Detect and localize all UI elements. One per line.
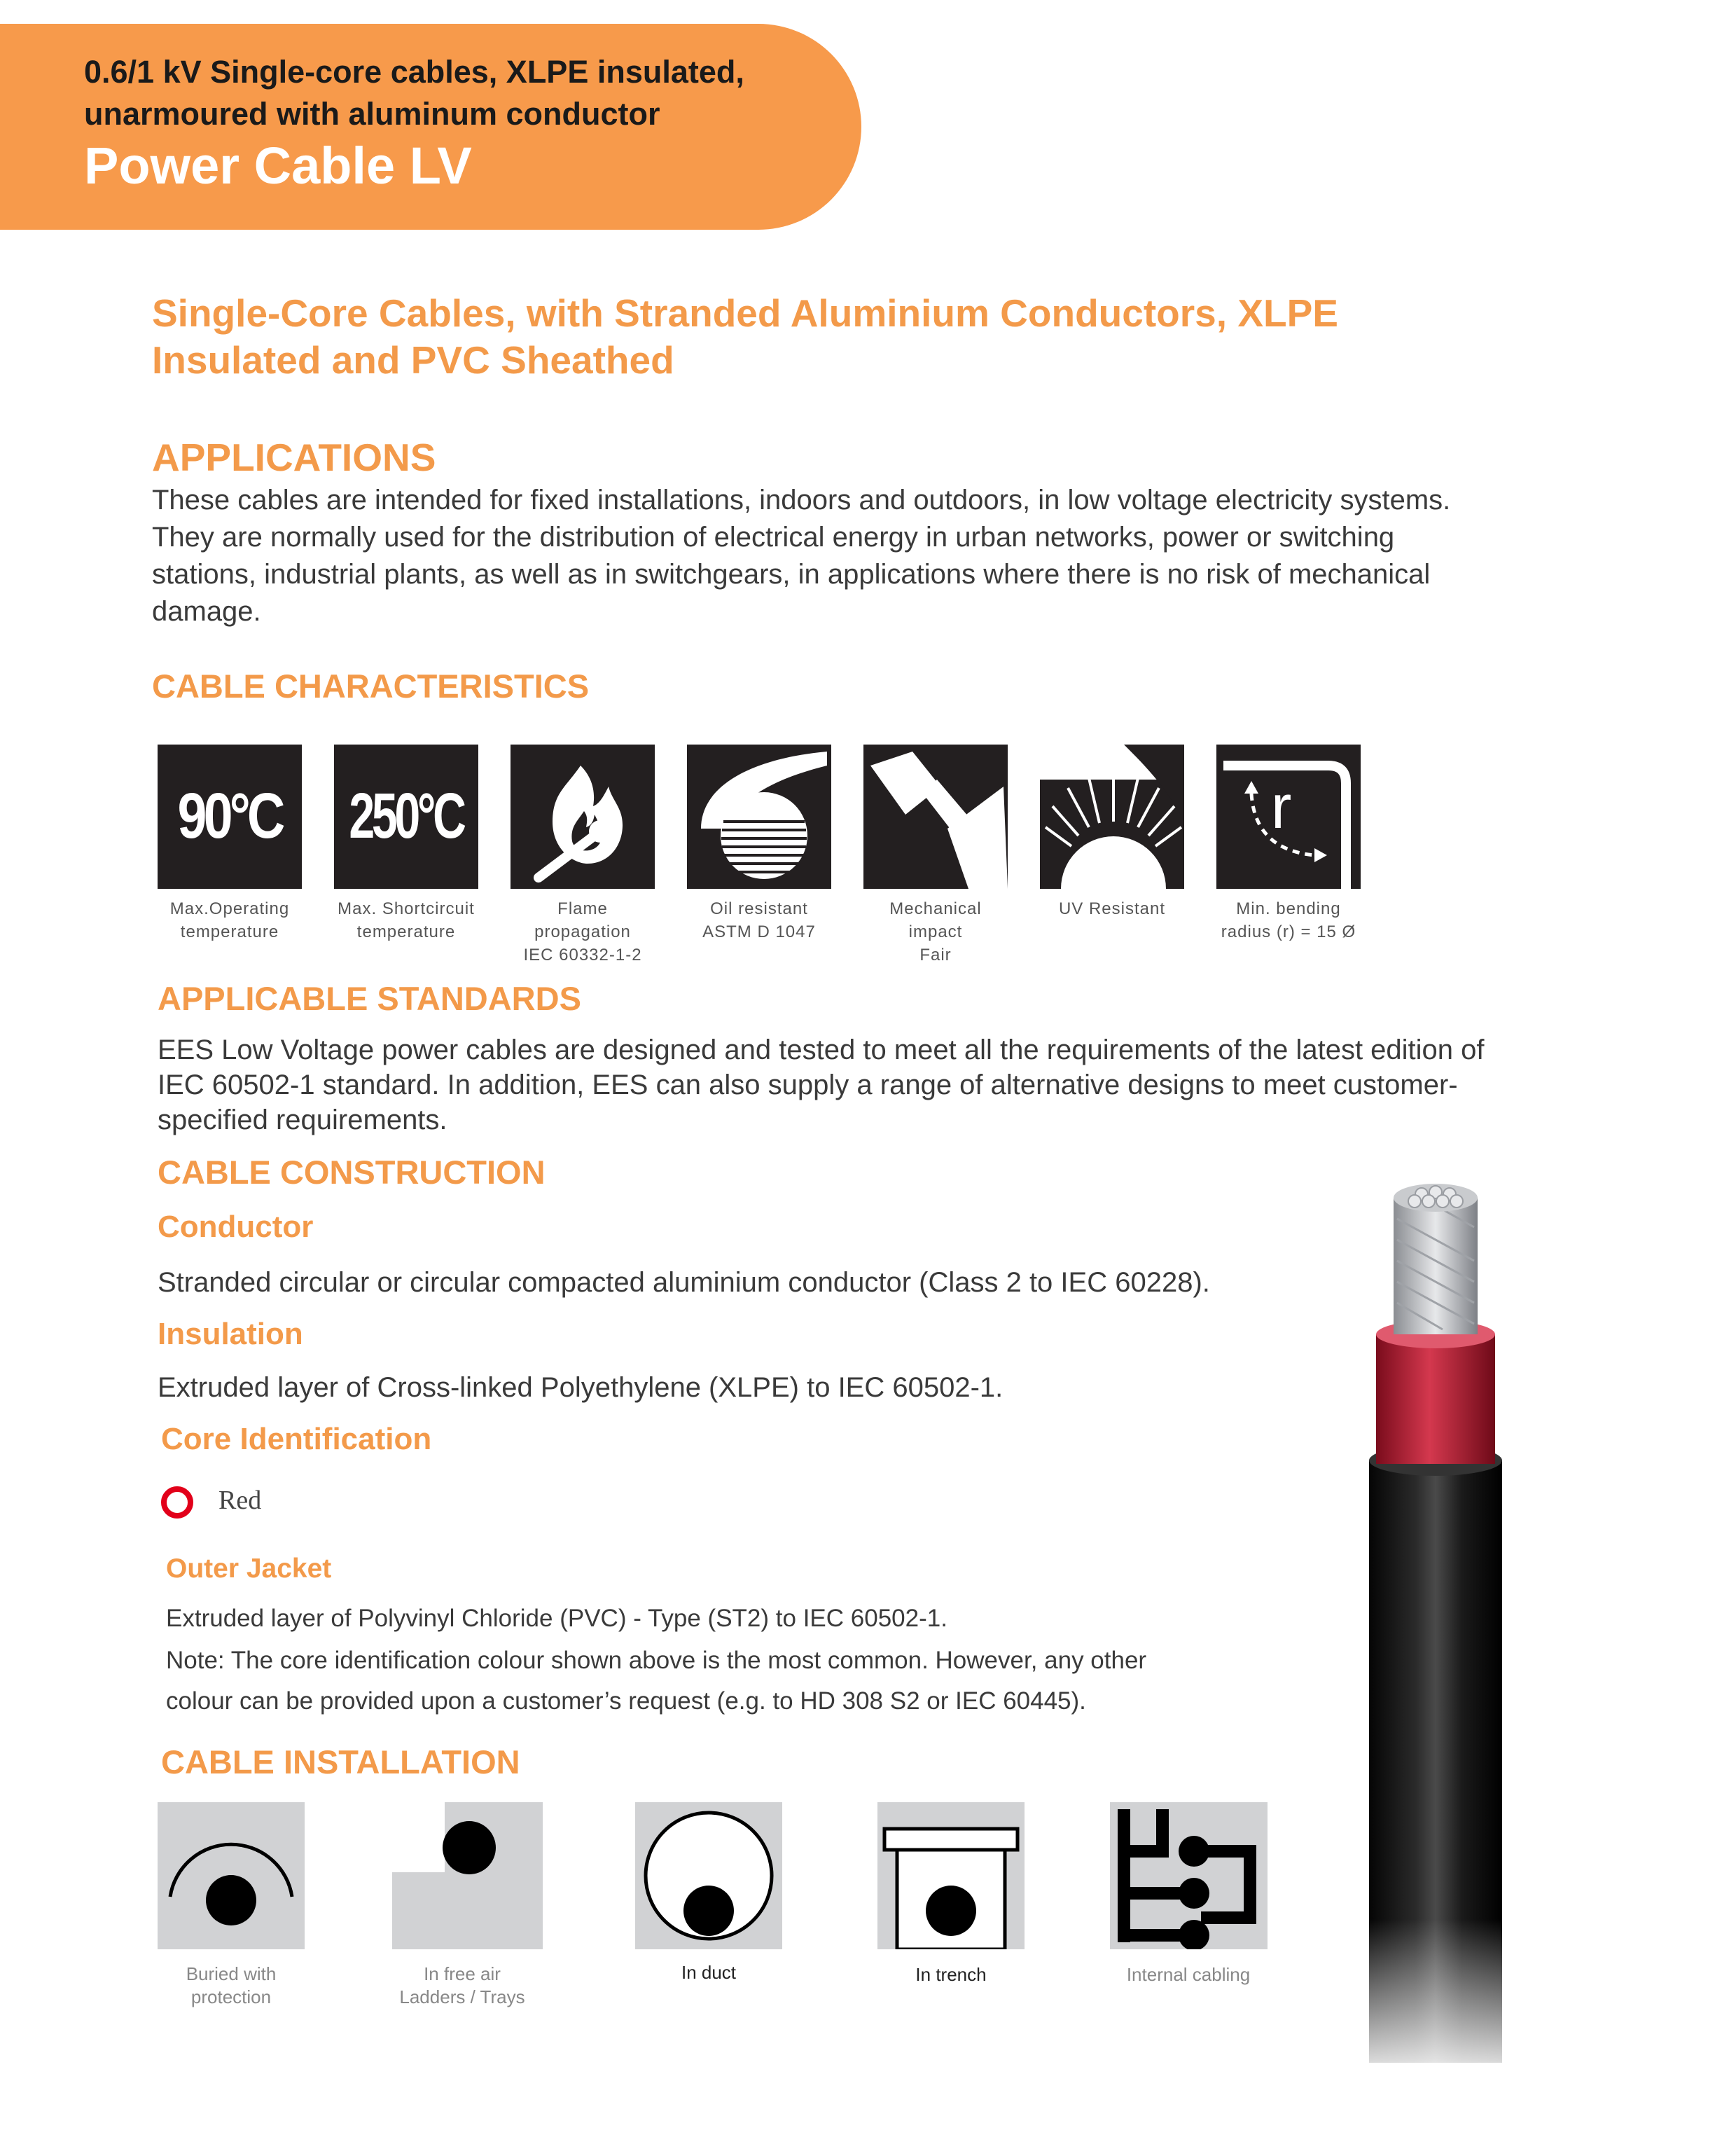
outer-jacket-heading: Outer Jacket — [166, 1554, 332, 1584]
duct-icon — [635, 1802, 782, 1949]
label-line: Ladders / Trays — [399, 1986, 525, 2007]
bending-radius-icon — [1216, 745, 1361, 889]
standards-line: IEC 60502-1 standard. In addition, EES can also supply a range of alternative designs to meet customer- — [158, 1070, 1458, 1100]
bending-radius-text: r — [1271, 772, 1292, 841]
label-line: Buried with — [186, 1963, 277, 1984]
note-line2: colour can be provided upon a customer’s request (e.g. to HD 308 S2 or IEC 60445). — [166, 1687, 1086, 1715]
characteristic-label — [502, 897, 663, 967]
label-line: In free air — [424, 1963, 501, 1984]
standards-text — [158, 1032, 1558, 1137]
label-line: Internal cabling — [1126, 1964, 1251, 1985]
main-title-line2: Insulated and PVC Sheathed — [152, 338, 674, 382]
insulation-text: Extruded layer of Cross-linked Polyethylene (XLPE) to IEC 60502-1. — [158, 1372, 1004, 1403]
trench-icon — [877, 1802, 1025, 1949]
insulation-heading: Insulation — [158, 1317, 303, 1351]
oil-drop-icon — [687, 745, 831, 889]
characteristics-heading: CABLE CHARACTERISTICS — [152, 668, 590, 705]
outer-jacket-text: Extruded layer of Polyvinyl Chloride (PVC) - Type (ST2) to IEC 60502-1. — [166, 1605, 947, 1632]
standards-line: EES Low Voltage power cables are designed and tested to meet all the requirements of the latest edition of — [158, 1035, 1485, 1065]
applications-heading: APPLICATIONS — [152, 436, 436, 479]
label-line: Max. Shortcircuit — [338, 899, 475, 918]
install-label — [371, 1963, 553, 2009]
header-subtitle-line2: unarmoured with aluminum conductor — [84, 96, 660, 132]
label-line: temperature — [356, 922, 456, 941]
label-line: In duct — [681, 1962, 737, 1983]
characteristic-label — [149, 897, 310, 943]
install-label — [618, 1961, 800, 1984]
applications-line: damage. — [152, 596, 261, 627]
core-identification-heading: Core Identification — [161, 1422, 432, 1456]
internal-cabling-icon — [1110, 1802, 1268, 1949]
label-line: Mechanical — [889, 899, 982, 918]
label-line: radius (r) = 15 Ø — [1221, 922, 1356, 941]
standards-heading: APPLICABLE STANDARDS — [158, 980, 581, 1017]
label-line: impact — [908, 922, 963, 941]
label-line: Oil resistant — [710, 899, 808, 918]
label-line: Max.Operating — [169, 899, 290, 918]
core-color-label: Red — [218, 1486, 262, 1515]
install-label — [140, 1963, 322, 2009]
label-line: temperature — [180, 922, 279, 941]
label-line: Flame — [557, 899, 608, 918]
header-subtitle-line1: 0.6/1 kV Single-core cables, XLPE insulated, — [84, 54, 744, 90]
red-core-icon — [161, 1486, 193, 1519]
characteristic-label — [1208, 897, 1369, 943]
standards-line: specified requirements. — [158, 1105, 447, 1135]
label-line: IEC 60332-1-2 — [523, 946, 642, 964]
buried-icon — [158, 1802, 305, 1949]
label-line: protection — [190, 1986, 272, 2007]
hammer-icon — [863, 745, 1008, 889]
label-line: ASTM D 1047 — [702, 922, 816, 941]
header-title: Power Cable LV — [84, 137, 472, 195]
install-label — [860, 1963, 1042, 1986]
temperature-250-text: 250°C — [349, 780, 464, 852]
free-air-icon — [392, 1802, 543, 1949]
temperature-90-icon — [158, 745, 302, 889]
label-line: Fair — [919, 946, 952, 964]
characteristic-label — [1032, 897, 1193, 920]
label-line: propagation — [534, 922, 631, 941]
note-line1: Note: The core identification colour shown above is the most common. However, any other — [166, 1647, 1147, 1674]
temperature-250-icon — [334, 745, 478, 889]
cable-image — [1345, 1177, 1527, 2087]
construction-heading: CABLE CONSTRUCTION — [158, 1154, 546, 1191]
applications-line: They are normally used for the distribution of electrical energy in urban networks, power or switching — [152, 522, 1395, 553]
applications-line: These cables are intended for fixed installations, indoors and outdoors, in low voltage electricity systems. — [152, 485, 1451, 516]
characteristic-label — [855, 897, 1016, 967]
label-line: Min. bending — [1236, 899, 1341, 918]
conductor-heading: Conductor — [158, 1210, 314, 1244]
label-line: In trench — [915, 1964, 987, 1985]
characteristic-label — [679, 897, 840, 943]
main-title-line1: Single-Core Cables, with Stranded Aluminium Conductors, XLPE — [152, 291, 1338, 335]
applications-line: stations, industrial plants, as well as in switchgears, in applications where there is no risk of mechanical — [152, 559, 1431, 590]
header-banner — [0, 24, 861, 230]
characteristic-label — [326, 897, 487, 943]
temperature-90-text: 90°C — [177, 780, 282, 852]
flame-icon — [511, 745, 655, 889]
conductor-text: Stranded circular or circular compacted aluminium conductor (Class 2 to IEC 60228). — [158, 1267, 1210, 1298]
installation-heading: CABLE INSTALLATION — [161, 1743, 520, 1780]
install-label — [1097, 1963, 1279, 1986]
sun-icon — [1040, 745, 1184, 889]
applications-text — [152, 482, 1623, 630]
label-line: UV Resistant — [1058, 899, 1166, 918]
